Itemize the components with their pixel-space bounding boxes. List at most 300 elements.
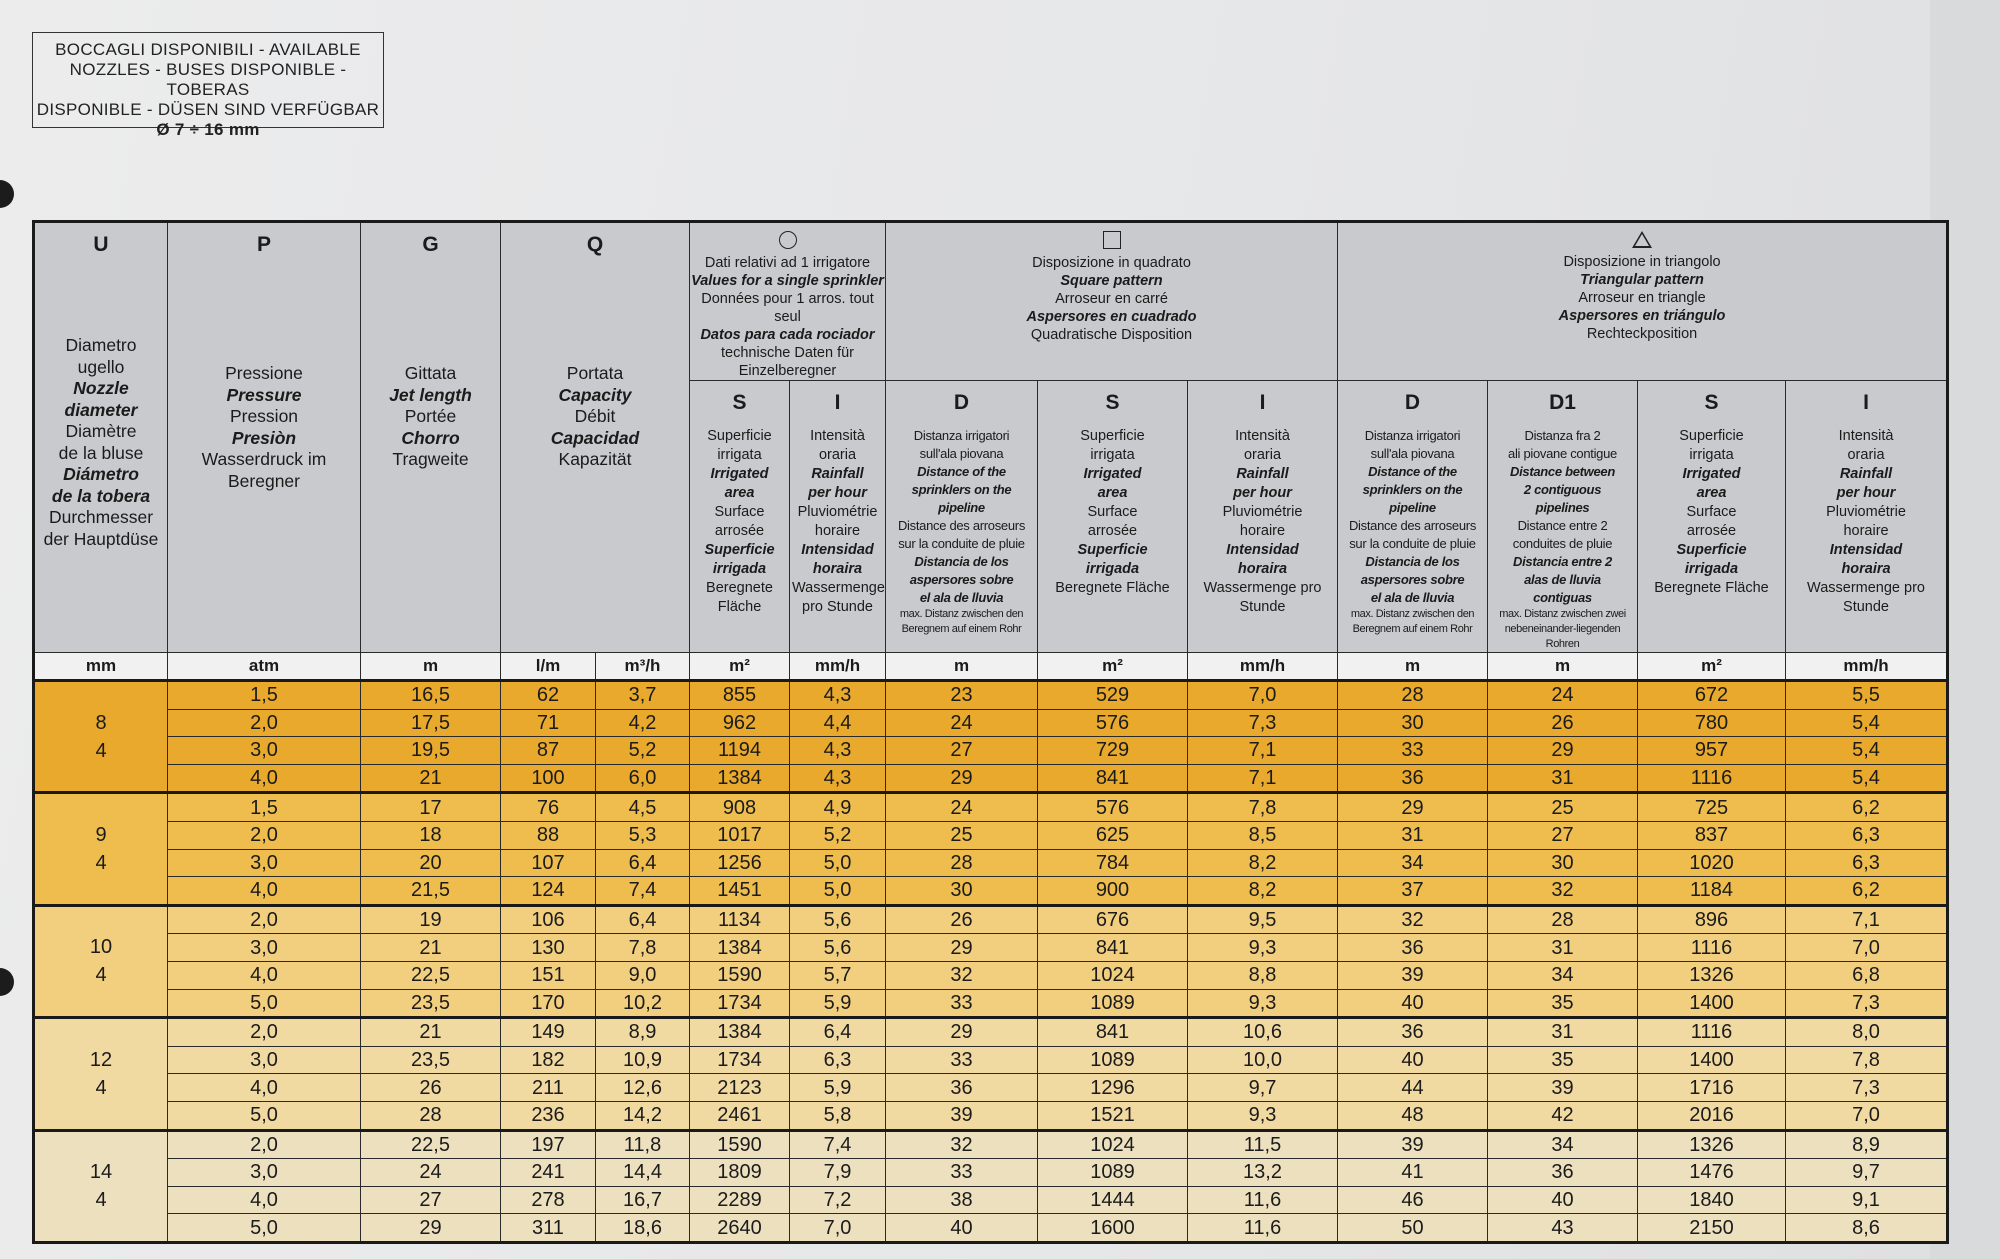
table-cell: 29 <box>886 934 1038 962</box>
table-cell: 2150 <box>1638 1214 1786 1243</box>
header-text: sull'ala piovana <box>919 446 1004 461</box>
header-text: Distance between <box>1509 464 1615 479</box>
table-cell: 1840 <box>1638 1186 1786 1214</box>
table-cell: 4,0 <box>168 1074 361 1102</box>
header-text: sprinklers on the <box>1362 482 1463 497</box>
table-cell: 841 <box>1038 1018 1188 1047</box>
table-cell: 7,8 <box>596 934 690 962</box>
table-cell: 7,3 <box>1188 709 1338 737</box>
table-cell: 50 <box>1338 1214 1488 1243</box>
table-cell: 40 <box>1338 1046 1488 1074</box>
column-letter: S <box>732 391 747 414</box>
unit-label: atm <box>168 653 361 681</box>
table-cell: 311 <box>501 1214 596 1243</box>
table-cell: 5,2 <box>596 737 690 765</box>
table-cell: 29 <box>1488 737 1638 765</box>
table-cell: 39 <box>1338 1130 1488 1159</box>
header-text: Distanza irrigatori <box>1364 428 1461 443</box>
header-text: Presiòn <box>231 427 297 448</box>
table-cell: 30 <box>886 877 1038 906</box>
table-cell: 8,9 <box>1786 1130 1948 1159</box>
table-cell: 41 <box>1338 1159 1488 1187</box>
table-cell: 10,0 <box>1188 1046 1338 1074</box>
column-letter: D <box>1404 391 1421 414</box>
header-text: Beregnete Fläche <box>1055 580 1170 596</box>
header-text: Arroseur en carré <box>1055 291 1168 307</box>
header-text: aspersores sobre <box>1360 572 1465 587</box>
table-cell: 42 <box>1488 1101 1638 1130</box>
header-text: Arroseur en triangle <box>1578 290 1706 306</box>
header-text: Disposizione in triangolo <box>1563 254 1721 270</box>
header-text: Durchmesser <box>48 507 154 527</box>
unit-label: mm <box>34 653 168 681</box>
header-text: horaire <box>814 523 861 539</box>
table-cell: 13,2 <box>1188 1159 1338 1187</box>
table-cell: 672 <box>1638 681 1786 710</box>
table-cell: 1,5 <box>168 681 361 710</box>
table-cell: 855 <box>690 681 790 710</box>
header-text: sur la conduite de pluie <box>898 536 1025 551</box>
header-text: Surface <box>1686 504 1737 520</box>
table-cell: 6,4 <box>596 905 690 934</box>
table-cell: 8,0 <box>1786 1018 1948 1047</box>
nozzle-diameter-cell <box>34 1018 168 1130</box>
unit-label: m <box>361 653 501 681</box>
table-cell: 4,3 <box>790 681 886 710</box>
table-cell: 1444 <box>1038 1186 1188 1214</box>
badge-diameter-range: Ø 7 ÷ 16 mm <box>156 120 260 139</box>
header-text: Surface <box>1087 504 1138 520</box>
table-cell: 5,7 <box>790 961 886 989</box>
table-cell: 7,9 <box>790 1159 886 1187</box>
table-row <box>34 961 1948 989</box>
table-cell: 5,5 <box>1786 681 1948 710</box>
binder-hole <box>0 968 14 996</box>
table-cell: 27 <box>1488 821 1638 849</box>
table-cell: 529 <box>1038 681 1188 710</box>
table-body <box>34 681 1948 1243</box>
table-cell: 1024 <box>1038 961 1188 989</box>
table-cell: 36 <box>1338 1018 1488 1047</box>
table-cell: 14,2 <box>596 1101 690 1130</box>
column-letter: I <box>1259 391 1266 414</box>
table-cell: 4,2 <box>596 709 690 737</box>
table-cell: 35 <box>1488 1046 1638 1074</box>
header-text: Diamètre <box>65 421 137 441</box>
table-cell: 7,2 <box>790 1186 886 1214</box>
table-cell: 48 <box>1338 1101 1488 1130</box>
header-text: Jet length <box>389 384 472 405</box>
table-cell: 23 <box>886 681 1038 710</box>
table-row <box>34 737 1948 765</box>
table-cell: 21 <box>361 1018 501 1047</box>
nozzles-available-box <box>32 32 384 139</box>
nozzle-value: 8 <box>95 711 107 734</box>
header-square-distance <box>886 381 1038 653</box>
unit-label: m² <box>1638 653 1786 681</box>
table-cell: 236 <box>501 1101 596 1130</box>
table-row <box>34 1101 1948 1130</box>
header-single-area <box>690 381 790 653</box>
header-text: Portée <box>404 406 457 426</box>
table-cell: 3,7 <box>596 681 690 710</box>
nozzle-value: 9 <box>95 824 107 847</box>
table-cell: 11,6 <box>1188 1186 1338 1214</box>
table-cell: 4,3 <box>790 764 886 793</box>
header-text: Dati relativi ad 1 irrigatore <box>704 255 871 271</box>
header-text: Datos para cada rociador <box>700 327 875 343</box>
table-cell: 31 <box>1338 821 1488 849</box>
table-cell: 30 <box>1488 849 1638 877</box>
header-text: Capacity <box>558 384 632 405</box>
table-cell: 1476 <box>1638 1159 1786 1187</box>
table-cell: 107 <box>501 849 596 877</box>
table-cell: 21 <box>361 934 501 962</box>
table-cell: 10,6 <box>1188 1018 1338 1047</box>
header-text: Surface <box>714 504 765 520</box>
table-cell: 1384 <box>690 764 790 793</box>
header-text: horaire <box>1843 523 1889 539</box>
column-letter: P <box>256 233 271 256</box>
table-cell: 4,0 <box>168 877 361 906</box>
header-text: area <box>1097 485 1128 501</box>
table-row <box>34 1186 1948 1214</box>
header-note: max. Distanz zwischen den <box>899 608 1024 620</box>
badge-line: NOZZLES - BUSES DISPONIBLE - TOBERAS <box>69 60 347 99</box>
header-text: Distance des arroseurs <box>1348 518 1477 533</box>
header-text: el ala de lluvia <box>1370 590 1455 605</box>
header-single-sprinkler <box>690 222 886 381</box>
header-text: arrosée <box>1087 523 1138 539</box>
header-text: der Hauptdüse <box>43 528 159 549</box>
table-cell: 9,7 <box>1786 1159 1948 1187</box>
table-cell: 39 <box>1338 961 1488 989</box>
header-text: alas de lluvia <box>1524 572 1601 587</box>
table-cell: 8,6 <box>1786 1214 1948 1243</box>
header-text: aspersores sobre <box>909 572 1014 587</box>
header-text: oraria <box>1243 447 1282 463</box>
table-cell: 211 <box>501 1074 596 1102</box>
table-cell: 841 <box>1038 934 1188 962</box>
table-cell: 7,8 <box>1786 1046 1948 1074</box>
table-cell: 17,5 <box>361 709 501 737</box>
table-cell: 6,0 <box>596 764 690 793</box>
header-text: pipeline <box>1389 500 1436 515</box>
table-cell: 36 <box>886 1074 1038 1102</box>
header-text: Intensità <box>1235 428 1290 444</box>
header-text: de la tobera <box>51 485 151 506</box>
table-cell: 5,9 <box>790 989 886 1018</box>
table-cell: 725 <box>1638 793 1786 822</box>
table-cell: 7,1 <box>1188 737 1338 765</box>
table-cell: 1400 <box>1638 1046 1786 1074</box>
table-cell: 182 <box>501 1046 596 1074</box>
table-cell: 5,0 <box>168 1214 361 1243</box>
table-row <box>34 1130 1948 1159</box>
table-cell: 1017 <box>690 821 790 849</box>
header-triangle-area <box>1638 381 1786 653</box>
table-cell: 278 <box>501 1186 596 1214</box>
header-text: Distancia de los <box>1365 554 1460 569</box>
table-cell: 28 <box>1338 681 1488 710</box>
table-cell: 100 <box>501 764 596 793</box>
table-cell: 10,9 <box>596 1046 690 1074</box>
table-cell: 2,0 <box>168 1130 361 1159</box>
table-cell: 957 <box>1638 737 1786 765</box>
header-text: pro Stunde <box>802 599 873 615</box>
table-cell: 5,3 <box>596 821 690 849</box>
table-cell: 9,1 <box>1786 1186 1948 1214</box>
column-letter: S <box>1704 391 1719 414</box>
header-note: max. Distanz zwischen zwei <box>1499 608 1626 620</box>
table-cell: 676 <box>1038 905 1188 934</box>
table-cell: 7,0 <box>790 1214 886 1243</box>
table-cell: 7,8 <box>1188 793 1338 822</box>
nozzle-diameter-cell <box>34 1130 168 1242</box>
unit-label: m³/h <box>596 653 690 681</box>
table-cell: 576 <box>1038 709 1188 737</box>
table-row <box>34 1214 1948 1243</box>
binder-hole <box>0 180 14 208</box>
header-text: arrosée <box>714 523 765 539</box>
header-text: Distance of the <box>917 464 1006 479</box>
table-cell: 46 <box>1338 1186 1488 1214</box>
table-cell: 10,2 <box>596 989 690 1018</box>
table-cell: 151 <box>501 961 596 989</box>
table-cell: 1451 <box>690 877 790 906</box>
table-cell: 28 <box>886 849 1038 877</box>
table-row <box>34 849 1948 877</box>
table-cell: 4,0 <box>168 1186 361 1214</box>
table-cell: 39 <box>1488 1074 1638 1102</box>
table-cell: 1089 <box>1038 1159 1188 1187</box>
table-cell: 4,5 <box>596 793 690 822</box>
table-row <box>34 1018 1948 1047</box>
table-cell: 5,4 <box>1786 709 1948 737</box>
table-cell: 8,8 <box>1188 961 1338 989</box>
table-row <box>34 709 1948 737</box>
header-text: Distancia de los <box>914 554 1009 569</box>
header-text: Superficie <box>1077 542 1148 558</box>
table-cell: 23,5 <box>361 1046 501 1074</box>
header-text: Wasserdruck im <box>201 449 327 469</box>
table-cell: 21,5 <box>361 877 501 906</box>
table-cell: 33 <box>886 1046 1038 1074</box>
table-row <box>34 1074 1948 1102</box>
table-cell: 2,0 <box>168 821 361 849</box>
table-row <box>34 681 1948 710</box>
table-cell: 32 <box>1488 877 1638 906</box>
table-cell: 16,7 <box>596 1186 690 1214</box>
header-text: Values for a single sprinkler <box>691 273 884 289</box>
header-text: irrigada <box>1085 561 1140 577</box>
header-square-rainfall <box>1188 381 1338 653</box>
table-cell: 1326 <box>1638 961 1786 989</box>
table-cell: 5,0 <box>168 1101 361 1130</box>
table-cell: 9,7 <box>1188 1074 1338 1102</box>
table-cell: 7,4 <box>790 1130 886 1159</box>
table-cell: 24 <box>886 709 1038 737</box>
table-cell: 44 <box>1338 1074 1488 1102</box>
table-cell: 1089 <box>1038 989 1188 1018</box>
table-cell: 24 <box>1488 681 1638 710</box>
table-row <box>34 905 1948 934</box>
table-cell: 6,3 <box>790 1046 886 1074</box>
table-cell: 40 <box>1488 1186 1638 1214</box>
table-cell: 32 <box>886 961 1038 989</box>
header-square-area <box>1038 381 1188 653</box>
table-cell: 1089 <box>1038 1046 1188 1074</box>
table-cell: 62 <box>501 681 596 710</box>
unit-label: m² <box>690 653 790 681</box>
table-cell: 841 <box>1038 764 1188 793</box>
table-cell: 9,3 <box>1188 1101 1338 1130</box>
table-cell: 7,3 <box>1786 1074 1948 1102</box>
nozzle-value: 12 <box>89 1048 113 1071</box>
table-cell: 170 <box>501 989 596 1018</box>
header-text: oraria <box>818 447 857 463</box>
table-cell: 36 <box>1488 1159 1638 1187</box>
header-text: Intensidad <box>801 542 874 558</box>
table-cell: 1184 <box>1638 877 1786 906</box>
unit-label: m² <box>1038 653 1188 681</box>
table-cell: 1384 <box>690 1018 790 1047</box>
header-text: Pression <box>229 406 299 426</box>
header-text: Fläche <box>717 599 762 615</box>
nozzle-diameter-cell <box>34 793 168 905</box>
table-cell: 27 <box>361 1186 501 1214</box>
header-text: per hour <box>1233 485 1292 501</box>
table-cell: 1134 <box>690 905 790 934</box>
table-cell: 32 <box>886 1130 1038 1159</box>
header-text: 2 contiguous <box>1523 482 1602 497</box>
header-text: Superficie <box>707 428 772 444</box>
table-cell: 1734 <box>690 989 790 1018</box>
nozzle-diameter-cell <box>34 905 168 1017</box>
table-cell: 7,3 <box>1786 989 1948 1018</box>
table-cell: 24 <box>361 1159 501 1187</box>
table-cell: 1296 <box>1038 1074 1188 1102</box>
header-text: Beregnete <box>706 580 773 596</box>
table-cell: 4,0 <box>168 961 361 989</box>
table-cell: 5,6 <box>790 934 886 962</box>
column-letter: G <box>422 233 439 256</box>
table-cell: 8,5 <box>1188 821 1338 849</box>
table-cell: 21 <box>361 764 501 793</box>
table-cell: 837 <box>1638 821 1786 849</box>
header-text: Superficie <box>1676 542 1747 558</box>
table-cell: 130 <box>501 934 596 962</box>
table-cell: 576 <box>1038 793 1188 822</box>
header-text: Rechteckposition <box>1586 326 1698 342</box>
table-cell: 37 <box>1338 877 1488 906</box>
table-cell: 8,9 <box>596 1018 690 1047</box>
column-letter: Q <box>586 233 604 256</box>
table-cell: 7,0 <box>1188 681 1338 710</box>
header-text: el ala de lluvia <box>919 590 1004 605</box>
header-text: oraria <box>1847 447 1885 463</box>
column-letter: I <box>1863 391 1869 414</box>
table-cell: 2461 <box>690 1101 790 1130</box>
table-cell: 729 <box>1038 737 1188 765</box>
header-text: Diámetro <box>63 464 139 484</box>
table-cell: 5,2 <box>790 821 886 849</box>
table-cell: 6,3 <box>1786 849 1948 877</box>
header-single-rainfall <box>790 381 886 653</box>
table-cell: 5,9 <box>790 1074 886 1102</box>
table-cell: 106 <box>501 905 596 934</box>
header-text: Einzelberegner <box>738 363 837 379</box>
table-cell: 23,5 <box>361 989 501 1018</box>
header-text: Wassermenge pro <box>1203 580 1322 596</box>
table-cell: 29 <box>361 1214 501 1243</box>
nozzle-value: 4 <box>95 739 107 762</box>
table-cell: 4,3 <box>790 737 886 765</box>
table-cell: 3,0 <box>168 934 361 962</box>
table-cell: 7,1 <box>1786 905 1948 934</box>
header-text: ali piovane contigue <box>1508 446 1617 461</box>
header-text: Rainfall <box>1839 466 1893 482</box>
header-text: Capacidad <box>550 427 640 448</box>
header-text: Portata <box>566 363 624 383</box>
table-cell: 22,5 <box>361 1130 501 1159</box>
header-text: Pluviométrie <box>1222 504 1303 520</box>
header-text: contiguas <box>1533 590 1592 605</box>
unit-label: m <box>1488 653 1638 681</box>
table-cell: 33 <box>886 1159 1038 1187</box>
table-cell: 7,0 <box>1786 1101 1948 1130</box>
nozzle-diameter-cell <box>34 681 168 793</box>
table-cell: 11,8 <box>596 1130 690 1159</box>
table-cell: 784 <box>1038 849 1188 877</box>
table-cell: 29 <box>886 764 1038 793</box>
table-row <box>34 1046 1948 1074</box>
header-text: conduites de pluie <box>1512 536 1613 551</box>
table-cell: 4,0 <box>168 764 361 793</box>
header-text: Triangular pattern <box>1580 272 1704 288</box>
table-cell: 26 <box>886 905 1038 934</box>
sprinkler-performance-table <box>32 220 1949 1244</box>
nozzle-value: 10 <box>89 936 113 959</box>
table-cell: 1,5 <box>168 793 361 822</box>
table-cell: 1400 <box>1638 989 1786 1018</box>
table-cell: 24 <box>886 793 1038 822</box>
table-cell: 12,6 <box>596 1074 690 1102</box>
table-cell: 1734 <box>690 1046 790 1074</box>
header-text: technische Daten für <box>721 345 854 361</box>
table-cell: 6,4 <box>596 849 690 877</box>
header-text: Nozzle <box>73 378 129 398</box>
table-cell: 1194 <box>690 737 790 765</box>
table-cell: 1600 <box>1038 1214 1188 1243</box>
header-text: Aspersores en triángulo <box>1558 308 1726 324</box>
header-text: area <box>1696 485 1727 501</box>
header-text: Beregnete Fläche <box>1654 580 1769 596</box>
table-cell: 31 <box>1488 1018 1638 1047</box>
header-text: Tragweite <box>392 449 469 469</box>
header-text: Quadratische Disposition <box>1030 327 1193 343</box>
unit-label: m <box>1338 653 1488 681</box>
table-cell: 7,1 <box>1188 764 1338 793</box>
table-cell: 29 <box>1338 793 1488 822</box>
header-text: Kapazität <box>558 449 632 469</box>
table-cell: 88 <box>501 821 596 849</box>
unit-label: m <box>886 653 1038 681</box>
header-text: arrosée <box>1686 523 1737 539</box>
table-cell: 908 <box>690 793 790 822</box>
circle-icon <box>779 231 797 249</box>
header-square-pattern <box>886 222 1338 381</box>
